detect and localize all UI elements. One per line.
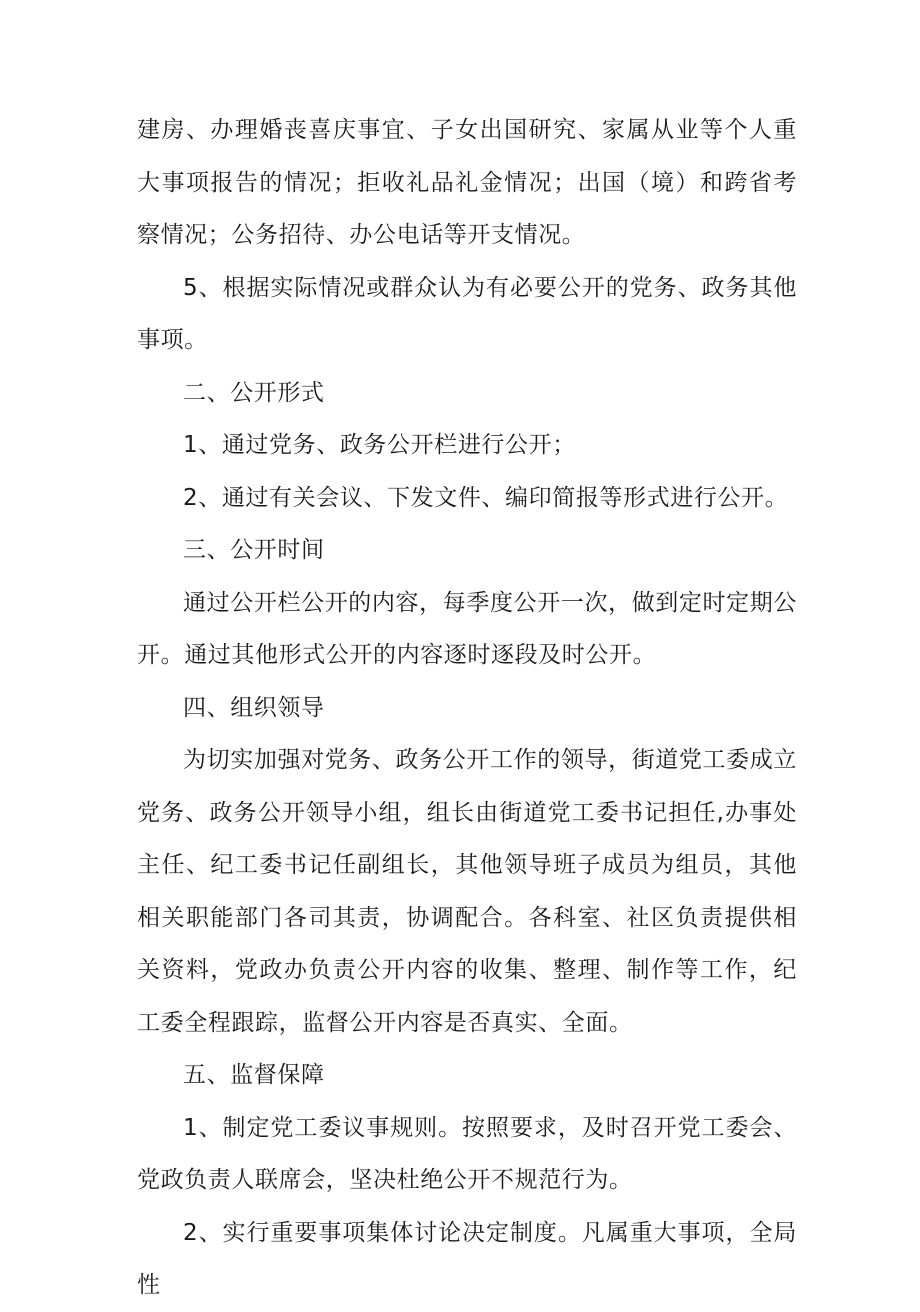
paragraph-supervision-1: 1、制定党工委议事规则。按照要求，及时召开党工委会、党政负责人联席会，坚决杜绝公开不规范行为。	[137, 1114, 797, 1193]
paragraph-continuation: 建房、办理婚丧喜庆事宜、子女出国研究、家属从业等个人重大事项报告的情况；拒收礼品礼金情况；出国（境）和跨省考察情况；公务招待、办公电话等开支情况。	[137, 117, 797, 248]
paragraph-form-2: 2、通过有关会议、下发文件、编印简报等形式进行公开。	[183, 484, 789, 511]
section-heading-2: 二、公开形式	[183, 379, 325, 406]
section-heading-3: 三、公开时间	[183, 537, 325, 563]
paragraph-supervision-2: 2、实行重要事项集体讨论决定制度。凡属重大事项，全局性	[137, 1219, 797, 1298]
paragraph-leadership: 为切实加强对党务、政务公开工作的领导，街道党工委成立党务、政务公开领导小组，组长由街道党工委书记担任,办事处主任、纪工委书记任副组长，其他领导班子成员为组员，其他相关职能部门各司其责，协调配合。各科室、社区负责提供相关资料，党政办负责公开内容的收集、整理、制作等工作，纪工委全程跟踪，监督公开内容是否真实、全面。	[137, 747, 797, 1036]
paragraph-item-5: 5、根据实际情况或群众认为有必要公开的党务、政务其他事项。	[137, 274, 797, 353]
paragraph-time: 通过公开栏公开的内容，每季度公开一次，做到定时定期公开。通过其他形式公开的内容逐时逐段及时公开。	[137, 589, 797, 668]
section-heading-5: 五、监督保障	[183, 1062, 325, 1088]
document-body	[137, 104, 797, 1312]
section-heading-4: 四、组织领导	[183, 694, 325, 721]
paragraph-form-1: 1、通过党务、政务公开栏进行公开；	[183, 432, 576, 458]
